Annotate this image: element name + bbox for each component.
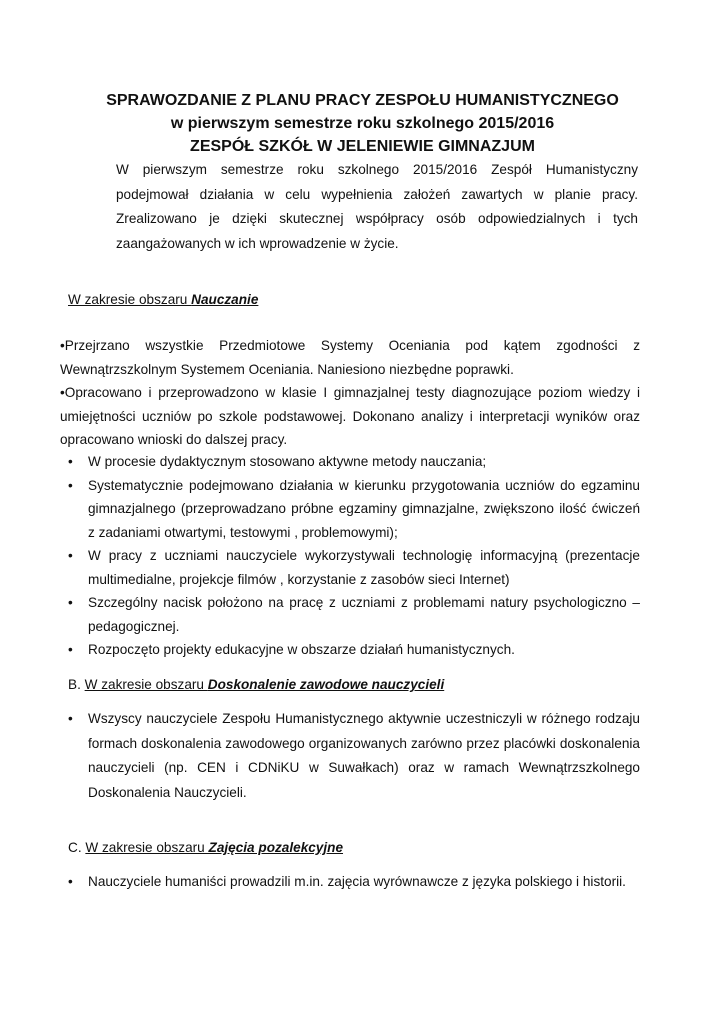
list-item: • W procesie dydaktycznym stosowano aktywne metody nauczania;: [68, 450, 640, 474]
list-item: • Wszyscy nauczyciele Zespołu Humanistycznego aktywnie uczestniczyli w różnego rodzaju formach doskonalenia zawodowego organizowanych zarówno przez placówki doskonalenia nauczycieli (np. CEN i CDNiKU w Suwałkach) oraz w ramach Wewnątrzszkolnego Doskonalenia Nauczycieli.: [68, 707, 640, 805]
section-b-bullet-list: [68, 707, 640, 805]
list-item: • Rozpoczęto projekty edukacyjne w obszarze działań humanistycznych.: [68, 638, 640, 662]
list-item: • Systematycznie podejmowano działania w kierunku przygotowania uczniów do egzaminu gimnazjalnego (przeprowadzano próbne egzaminy gimnazjalne, zwiększono ilość ćwiczeń z zadaniami otwartymi, testowymi , problemowymi);: [68, 474, 640, 545]
bullet-icon: •: [68, 642, 73, 657]
section-b-prefix: W zakresie obszaru: [84, 677, 208, 692]
section-a-plain-item-1: •Przejrzano wszystkie Przedmiotowe Systemy Oceniania pod kątem zgodności z Wewnątrzszkolnym Systemem Oceniania. Naniesiono niezbędne poprawki.: [60, 338, 640, 377]
section-a-heading: [68, 290, 258, 310]
report-title-line-1: SPRAWOZDANIE Z PLANU PRACY ZESPOŁU HUMANISTYCZNEGO: [106, 92, 619, 109]
bullet-icon: •: [68, 595, 73, 610]
section-c-name: Zajęcia pozalekcyjne: [208, 840, 344, 855]
list-item: • W pracy z uczniami nauczyciele wykorzystywali technologię informacyjną (prezentacje multimedialne, projekcje filmów , korzystanie z zasobów sieci Internet): [68, 544, 640, 591]
section-a-bullet-list: [68, 450, 640, 662]
section-c-prefix: W zakresie obszaru: [85, 840, 209, 855]
section-c-letter: C.: [68, 840, 86, 855]
intro-paragraph: W pierwszym semestrze roku szkolnego 2015/2016 Zespół Humanistyczny podejmował działania w celu wypełnienia założeń zawartych w planie pracy. Zrealizowano je dzięki skutecznej współpracy osób odpowiedzialnych i tych zaangażowanych w ich wprowadzenie w życie.: [116, 162, 638, 251]
section-b-name: Doskonalenie zawodowe nauczycieli: [207, 677, 445, 692]
section-b-letter: B.: [68, 677, 85, 692]
report-title-line-3: ZESPÓŁ SZKÓŁ W JELENIEWIE GIMNAZJUM: [190, 138, 535, 155]
list-item: • Szczególny nacisk położono na pracę z uczniami z problemami natury psychologiczno – pedagogicznej.: [68, 591, 640, 638]
section-a-plain-item-2: •Opracowano i przeprowadzono w klasie I gimnazjalnej testy diagnozujące poziom wiedzy i umiejętności uczniów po szkole podstawowej. Dokonano analizy i interpretacji wyników oraz opracowano wnioski do dalszej pracy.: [60, 385, 640, 447]
bullet-icon: •: [68, 477, 73, 493]
bullet-icon: •: [68, 548, 73, 563]
section-b-heading: [68, 675, 444, 695]
bullet-icon: •: [68, 874, 73, 889]
list-item: • Nauczyciele humaniści prowadzili m.in. zajęcia wyrównawcze z języka polskiego i historii.: [68, 870, 640, 895]
section-c-heading: [68, 838, 343, 858]
report-title-line-2: w pierwszym semestrze roku szkolnego 2015/2016: [170, 115, 555, 132]
section-c-bullet-list: [68, 870, 640, 895]
section-a-name: Nauczanie: [191, 292, 259, 307]
bullet-icon: •: [68, 711, 73, 726]
bullet-icon: •: [68, 454, 73, 469]
section-a-prefix: W zakresie obszaru: [68, 292, 192, 307]
